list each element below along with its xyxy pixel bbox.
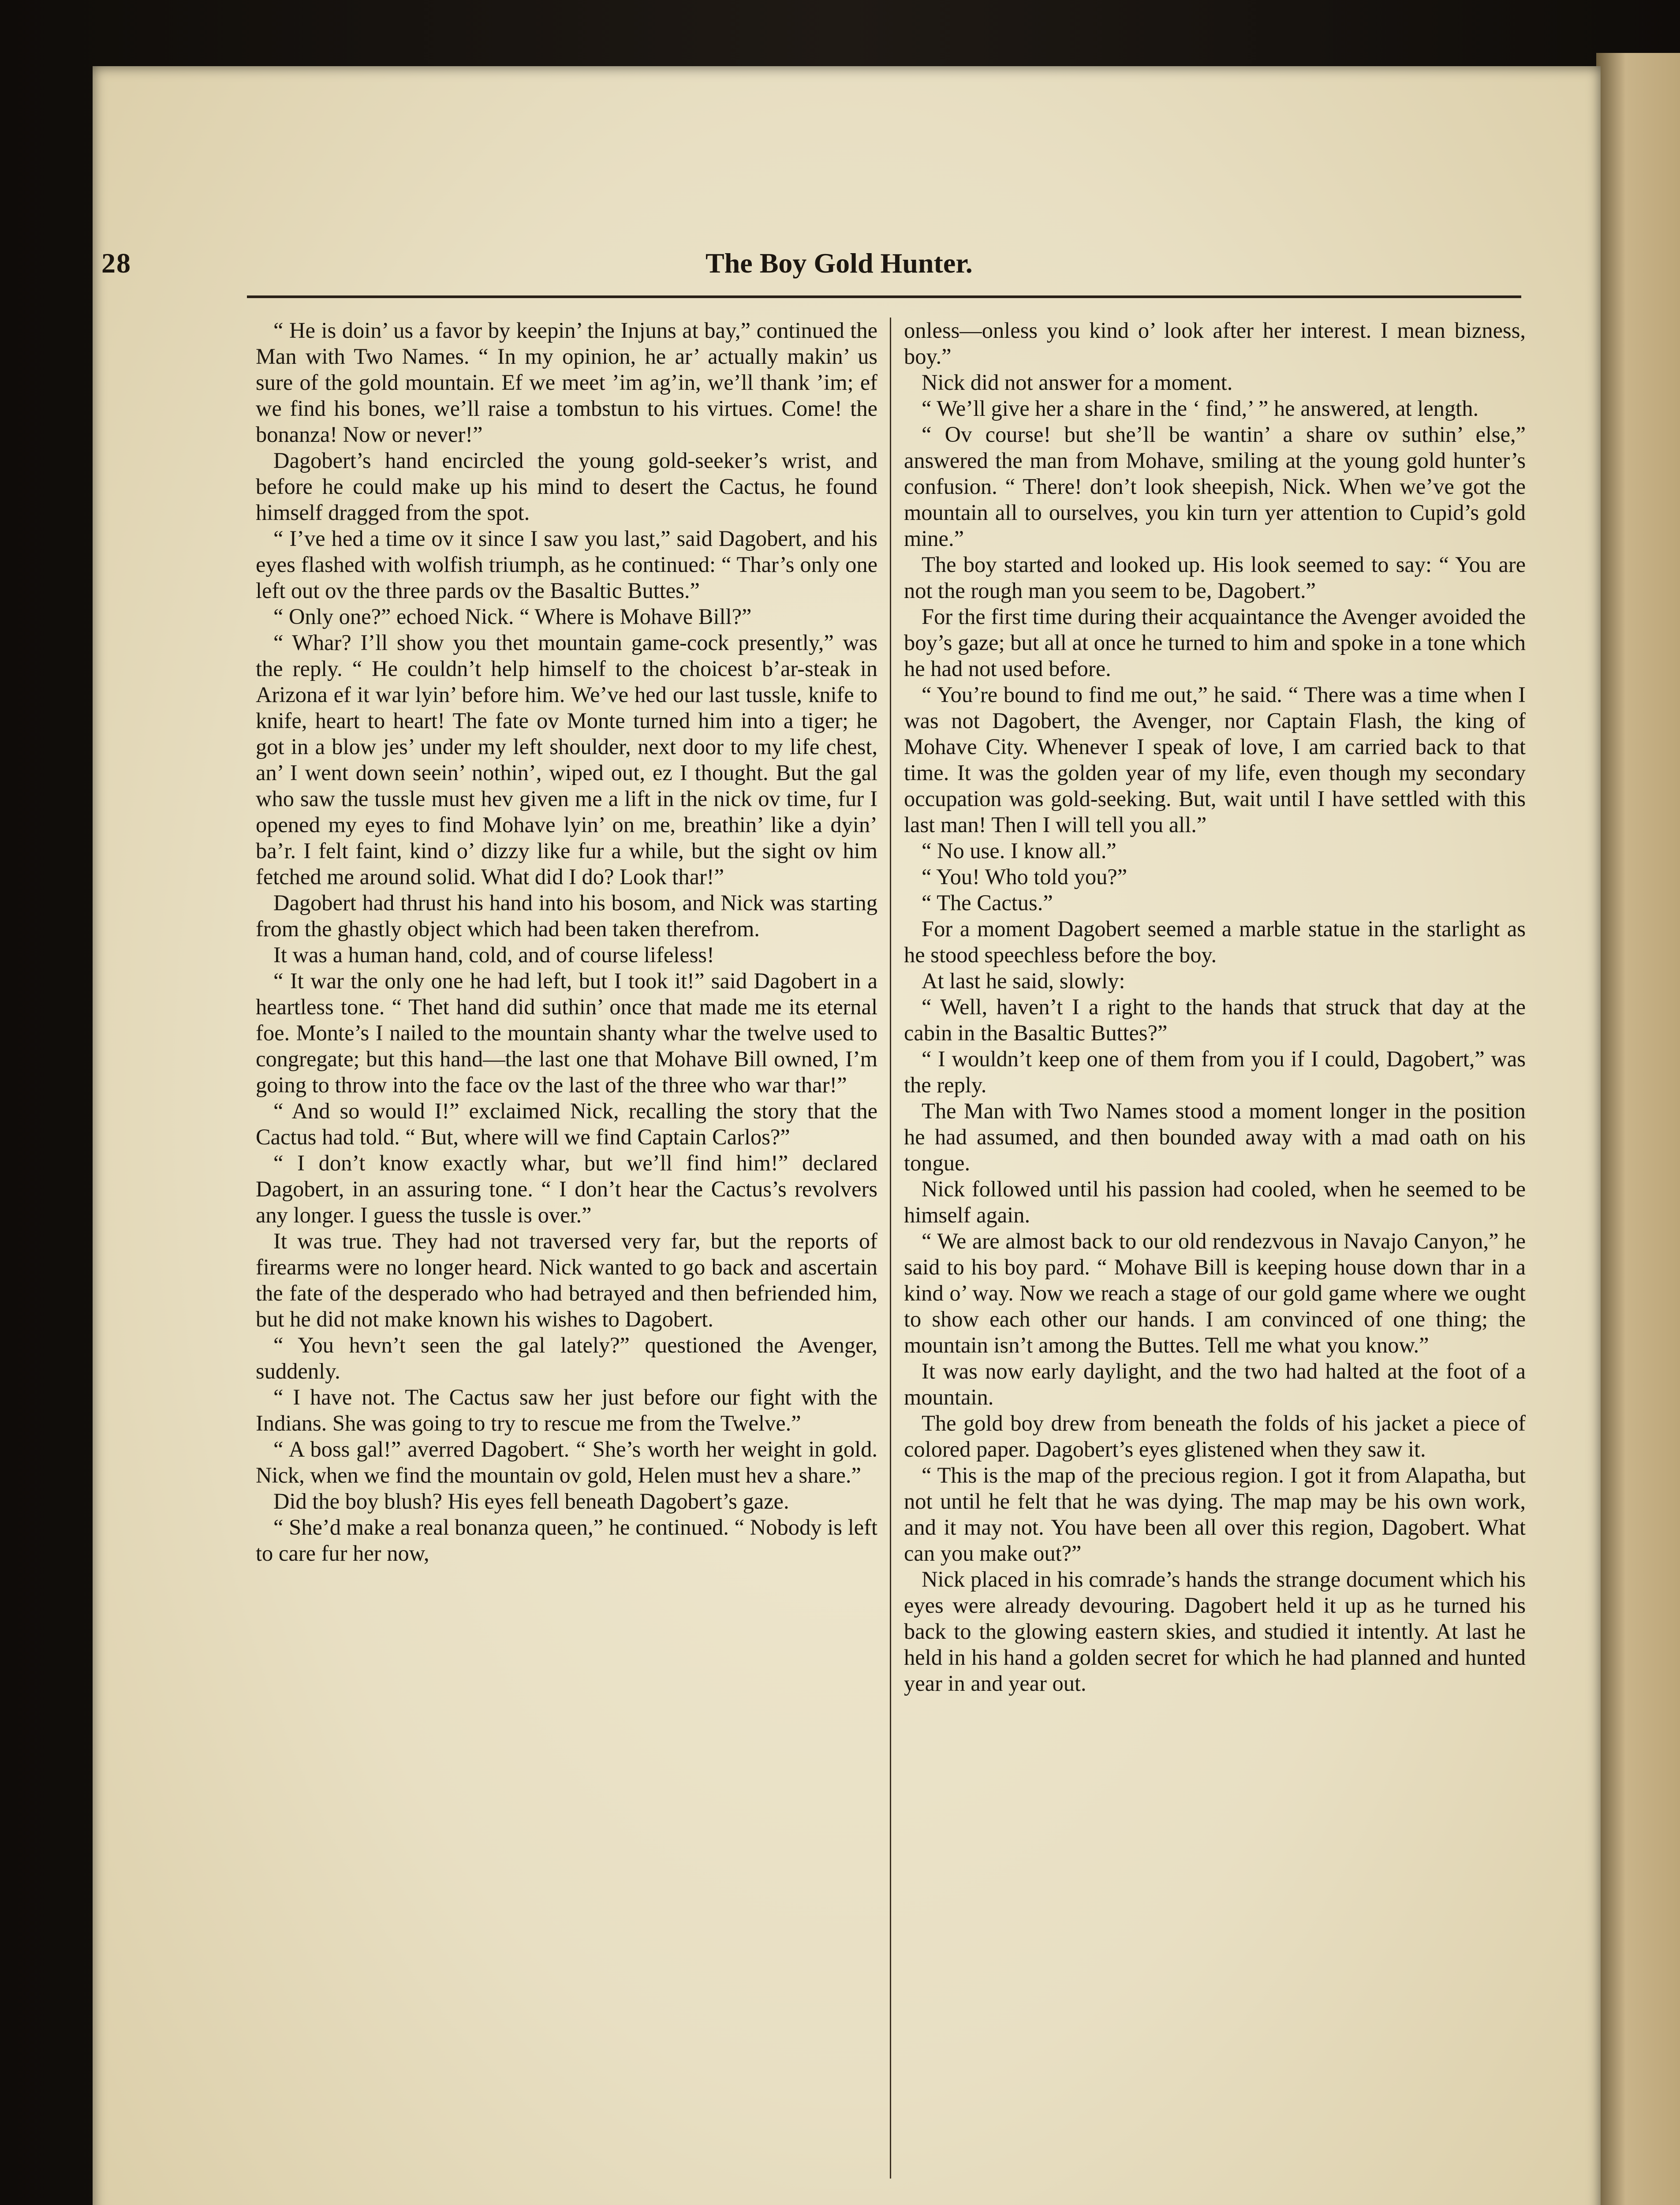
paragraph: “ We’ll give her a share in the ‘ find,’ ” he answered, at length. <box>922 396 1479 421</box>
paragraph: It was now early daylight, and the two had halted at the foot of a mountain. <box>904 1359 1526 1409</box>
paragraph: Nick placed in his comrade’s hands the strange document which his eyes were already devouring. Dagobert held it up as he turned his back to the glowing eastern skies, and studied it intently. At last he held in his hand a golden secret for which he had planned and hunted year in and year out. <box>904 1567 1526 1696</box>
paragraph: “ I wouldn’t keep one of them from you if I could, Dagobert,” was the reply. <box>904 1046 1526 1097</box>
paragraph: Dagobert had thrust his hand into his bosom, and Nick was starting from the ghastly object which had been taken therefrom. <box>256 890 877 941</box>
paragraph: It was true. They had not traversed very far, but the reports of firearms were no longer heard. Nick wanted to go back and ascertain the fate of the desperado who had betrayed and then befriended him, but he did not make known his wishes to Dagobert. <box>256 1229 877 1331</box>
paragraph: “ He is doin’ us a favor by keepin’ the Injuns at bay,” continued the Man with Two Names. “ In my opinion, he ar’ actually makin’ us sure of the gold mountain. Ef we meet ’im ag’in, we’ll thank ’im; ef we find his bones, we’ll raise a tombstun to his virtues. Come! the bonanza! Now or never!” <box>256 318 877 447</box>
paragraph: “ She’d make a real bonanza queen,” he continued. “ Nobody is left to care fur her now, <box>256 1515 877 1566</box>
paragraph: “ Whar? I’ll show you thet mountain game-cock presently,” was the reply. “ He couldn’t help himself to the choicest b’ar-steak in Arizona ef it war lyin’ before him. We’ve hed our last tussle, knife to knife, heart to heart! The fate ov Monte turned him into a tiger; he got in a blow jes’ under my left shoulder, next door to my life chest, an’ I went down seein’ nothin’, wiped out, ez I thought. But the gal who saw the tussle must hev given me a lift in the nick ov time, fur I opened my eyes to find Mohave lyin’ on me, breathin’ like a dyin’ ba’r. I felt faint, kind o’ dizzy like fur a while, but the sight ov him fetched me around solid. What did I do? Look thar!” <box>256 630 877 889</box>
left-column <box>256 318 877 1566</box>
paragraph: For a moment Dagobert seemed a marble statue in the starlight as he stood speechless before the boy. <box>904 916 1526 967</box>
paragraph: “ It war the only one he had left, but I took it!” said Dagobert in a heartless tone. “ Thet hand did suthin’ once that made me its eternal foe. Monte’s I nailed to the mountain shanty whar the twelve used to congregate; but this hand—the last one that Mohave Bill owned, I’m going to throw into the face ov the last of the three who war thar!” <box>256 968 877 1097</box>
paragraph: “ I’ve hed a time ov it since I saw you last,” said Dagobert, and his eyes flashed with wolfish triumph, as he continued: “ Thar’s only one left out ov the three pards ov the Basaltic Buttes.” <box>256 526 877 603</box>
paragraph: “ No use. I know all.” <box>922 838 1116 863</box>
adjacent-page-edge <box>1596 53 1680 2205</box>
page-number: 28 <box>101 247 131 279</box>
paragraph: The Man with Two Names stood a moment longer in the position he had assumed, and then bounded away with a mad oath on his tongue. <box>904 1099 1526 1175</box>
paragraph: “ You! Who told you?” <box>922 864 1127 889</box>
paragraph: “ I have not. The Cactus saw her just before our fight with the Indians. She was going to try to rescue me from the Twelve.” <box>256 1385 877 1435</box>
paragraph: “ This is the map of the precious region. I got it from Alapatha, but not until he felt that he was dying. The map may be his own work, and it may not. You have been all over this region, Dagobert. What can you make out?” <box>904 1463 1526 1566</box>
paragraph: “ Ov course! but she’ll be wantin’ a share ov suthin’ else,” answered the man from Mohave, smiling at the young gold hunter’s confusion. “ There! don’t look sheepish, Nick. When we’ve got the mountain all to ourselves, you kin turn yer attention to Cupid’s gold mine.” <box>904 422 1526 551</box>
paragraph: “ I don’t know exactly whar, but we’ll find him!” declared Dagobert, in an assuring tone. “ I don’t hear the Cactus’s revolvers any longer. I guess the tussle is over.” <box>256 1151 877 1227</box>
paragraph: Nick did not answer for a moment. <box>922 370 1233 395</box>
paragraph: “ Only one?” echoed Nick. “ Where is Mohave Bill?” <box>273 604 752 629</box>
paragraph: Nick followed until his passion had cooled, when he seemed to be himself again. <box>904 1177 1526 1227</box>
paragraph: “ A boss gal!” averred Dagobert. “ She’s worth her weight in gold. Nick, when we find the mountain ov gold, Helen must hev a share.” <box>256 1437 877 1487</box>
paragraph: “ We are almost back to our old rendezvous in Navajo Canyon,” he said to his boy pard. “ Mohave Bill is keeping house down thar in a kind o’ way. Now we reach a stage of our gold game where we ought to show each other our hands. I am convinced of one thing; the mountain isn’t among the Buttes. Tell me what you know.” <box>904 1229 1526 1357</box>
paragraph: “ You’re bound to find me out,” he said. “ There was a time when I was not Dagobert, the Avenger, nor Captain Flash, the king of Mohave City. Whenever I speak of love, I am carried back to that time. It was the golden year of my life, even though my secondary occupation was gold-seeking. But, wait until I have settled with this last man! Then I will tell you all.” <box>904 682 1526 837</box>
right-column <box>904 318 1526 1697</box>
paragraph: “ Well, haven’t I a right to the hands that struck that day at the cabin in the Basaltic Buttes?” <box>904 994 1526 1045</box>
paragraph-continuation: onless—onless you kind o’ look after her interest. I mean bizness, boy.” <box>904 318 1526 369</box>
paragraph: Dagobert’s hand encircled the young gold-seeker’s wrist, and before he could make up his mind to desert the Cactus, he found himself dragged from the spot. <box>256 448 877 525</box>
paragraph: For the first time during their acquaintance the Avenger avoided the boy’s gaze; but all at once he turned to him and spoke in a tone which he had not used before. <box>904 604 1526 681</box>
paragraph: It was a human hand, cold, and of course lifeless! <box>273 942 714 967</box>
paragraph: The boy started and looked up. His look seemed to say: “ You are not the rough man you seem to be, Dagobert.” <box>904 552 1526 603</box>
paragraph: The gold boy drew from beneath the folds of his jacket a piece of colored paper. Dagobert’s eyes glistened when they saw it. <box>904 1411 1526 1461</box>
running-title: The Boy Gold Hunter. <box>706 247 973 279</box>
paragraph: “ And so would I!” exclaimed Nick, recalling the story that the Cactus had told. “ But, where will we find Captain Carlos?” <box>256 1099 877 1149</box>
paragraph: “ The Cactus.” <box>922 890 1053 915</box>
header-rule <box>247 295 1521 298</box>
paragraph: Did the boy blush? His eyes fell beneath Dagobert’s gaze. <box>273 1489 789 1514</box>
column-divider <box>890 318 891 2179</box>
paragraph: “ You hevn’t seen the gal lately?” questioned the Avenger, suddenly. <box>256 1333 877 1383</box>
paragraph: At last he said, slowly: <box>922 968 1125 993</box>
